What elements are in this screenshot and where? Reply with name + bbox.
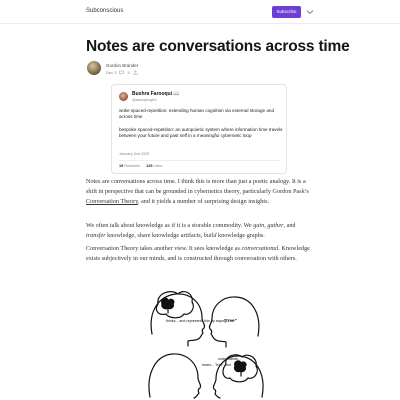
author-name[interactable]: Gordon Brander — [106, 63, 139, 68]
chevron-down-icon[interactable] — [305, 7, 315, 17]
tweet-stats — [119, 164, 162, 168]
conversation-theory-link[interactable]: Conversation Theory — [86, 198, 138, 206]
conversation-illustration — [140, 284, 270, 400]
quote-top: "tree" — [224, 318, 237, 323]
tweet-text-2: bespoke spaced-repetition: an autopoietic system where information time travels between your future and past self in a meaningful cybernetic loop — [119, 127, 283, 139]
embedded-tweet[interactable] — [111, 84, 287, 174]
post-date: Dec 3 — [106, 70, 117, 75]
post-meta — [106, 70, 138, 75]
tweet-handle: @startupboyhd — [132, 98, 157, 102]
paragraph-2: We often talk about knowledge as if it is a storable commodity. We gain, gather, and transfer knowledge, share knowledge artifacts, build knowledge graphs. — [86, 222, 296, 240]
tweet-avatar — [119, 92, 128, 101]
bubble-bottom-left-text: hears... "tree" and — [202, 363, 231, 367]
paragraph-3: Conversation Theory takes another view. It sees knowledge as conversational. Knowledge exists subjectively in our minds, and is constructed through conversation with others. — [86, 245, 310, 263]
tweet-date: January 2nd 2025 — [119, 152, 150, 156]
share-icon[interactable] — [133, 70, 138, 75]
comment-icon[interactable] — [119, 70, 124, 75]
bubble-top-text: thinks... and represents this by saying — [166, 319, 227, 323]
tweet-divider — [119, 160, 281, 161]
tweet-likes: 125 Likes — [146, 164, 163, 168]
publication-name[interactable]: Subconscious — [86, 8, 124, 14]
top-bar — [0, 0, 400, 24]
tweet-retweets: 19 Retweets — [119, 164, 141, 168]
paragraph-1: Notes are conversations across time. I think this is more than just a poetic analogy. It is a shift in perspective that can be grounded in cybernetics theory, particularly Gordon Pask’s Conversation Theory, and it yields a number of surprising design insights. — [86, 178, 309, 206]
bubble-bottom-right-text: understands... — [218, 357, 241, 361]
subscribe-button[interactable]: Subscribe — [272, 6, 301, 18]
post-title: Notes are conversations across time — [86, 38, 350, 55]
tweet-author-name: Bushra Farooqui 📖 — [132, 91, 180, 97]
head-bottom-left — [149, 354, 201, 398]
tweet-text-1: woke spaced-repetition: extending human cognition via external storage and across time — [119, 108, 275, 120]
comments-count[interactable]: 5 — [127, 70, 130, 75]
author-avatar[interactable] — [87, 61, 101, 75]
